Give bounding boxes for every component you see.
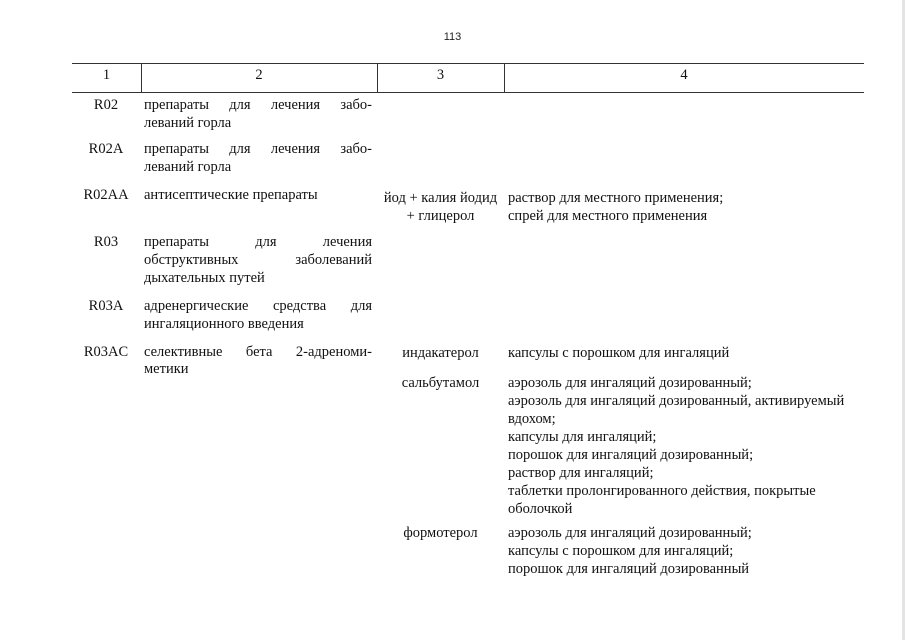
column-header-3: 3 (436, 67, 445, 83)
atc-description-line: препараты для лечения забо- (144, 141, 372, 157)
dosage-form-line: спрей для местного применения (508, 208, 708, 224)
atc-description-line: ингаляционного введения (144, 316, 304, 332)
atc-description-line: селективные бета 2-адреноми- (144, 344, 372, 360)
dosage-form-line: аэрозоль для ингаляций дозированный, активируемый (508, 393, 845, 409)
table-top-rule (72, 63, 864, 64)
dosage-form-line: капсулы с порошком для ингаляций (508, 345, 730, 361)
dosage-form-line: раствор для местного применения; (508, 190, 724, 206)
column-header-4: 4 (680, 67, 688, 83)
atc-code: R02A (88, 141, 124, 157)
atc-description-line: дыхательных путей (144, 270, 265, 286)
dosage-form-line: аэрозоль для ингаляций дозированный; (508, 525, 752, 541)
atc-description-line: адренергические средства для (144, 298, 372, 314)
atc-code: R03A (88, 298, 124, 314)
dosage-form-line: порошок для ингаляций дозированный; (508, 447, 754, 463)
atc-description-line: леваний горла (144, 159, 232, 175)
dosage-form-line: вдохом; (508, 411, 556, 427)
inn-name-line: йод + калия йодид (383, 190, 498, 206)
dosage-form-line: аэрозоль для ингаляций дозированный; (508, 375, 752, 391)
atc-code: R03 (93, 234, 119, 250)
dosage-form-line: таблетки пролонгированного действия, покрытые (508, 483, 816, 499)
atc-description-line: антисептические препараты (144, 187, 318, 203)
table-header-rule (72, 92, 864, 93)
column-header-1: 1 (102, 67, 111, 83)
atc-code: R02 (93, 97, 119, 113)
inn-name-line: индакатерол (402, 345, 479, 361)
atc-description-line: препараты для лечения (144, 234, 372, 250)
inn-name-line: сальбутамол (401, 375, 480, 391)
atc-description-line: обструктивных заболеваний (144, 252, 372, 268)
dosage-form-line: капсулы для ингаляций; (508, 429, 657, 445)
page-number: 113 (443, 31, 462, 43)
atc-description-line: метики (144, 361, 189, 377)
inn-name-line: + глицерол (406, 208, 475, 224)
atc-description-line: препараты для лечения забо- (144, 97, 372, 113)
dosage-form-line: капсулы с порошком для ингаляций; (508, 543, 734, 559)
inn-name-line: формотерол (403, 525, 478, 541)
dosage-form-line: оболочкой (508, 501, 573, 517)
dosage-form-line: порошок для ингаляций дозированный (508, 561, 750, 577)
column-header-2: 2 (255, 67, 263, 83)
dosage-form-line: раствор для ингаляций; (508, 465, 654, 481)
atc-code: R03AC (83, 344, 129, 360)
atc-code: R02AA (83, 187, 129, 203)
atc-description-line: леваний горла (144, 115, 232, 131)
